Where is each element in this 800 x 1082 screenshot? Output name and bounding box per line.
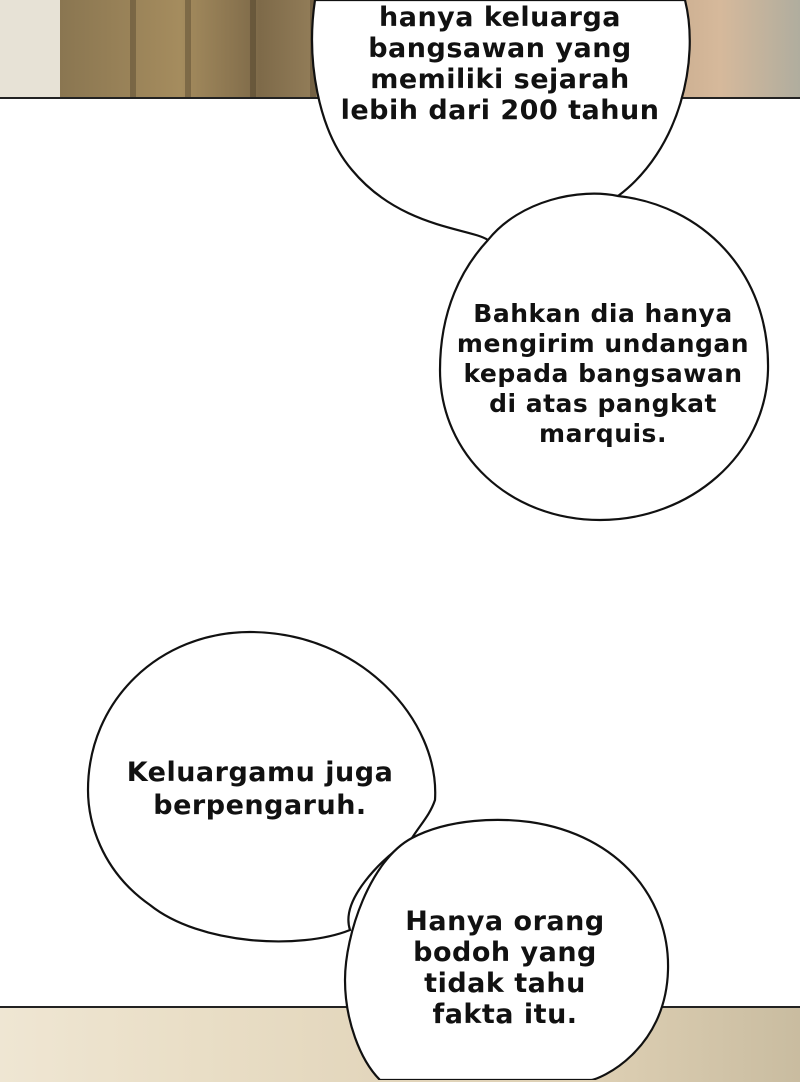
bubble-text-1: hanya keluarga bangsawan yang memiliki sejarah lebih dari 200 tahun (340, 2, 660, 126)
bubble-text-2: Bahkan dia hanya mengirim undangan kepada bangsawan di atas pangkat marquis. (456, 299, 750, 448)
bubble-text-3: Keluargamu juga berpengaruh. (126, 757, 394, 821)
bubble-text-4: Hanya orang bodoh yang tidak tahu fakta itu. (405, 906, 605, 1030)
